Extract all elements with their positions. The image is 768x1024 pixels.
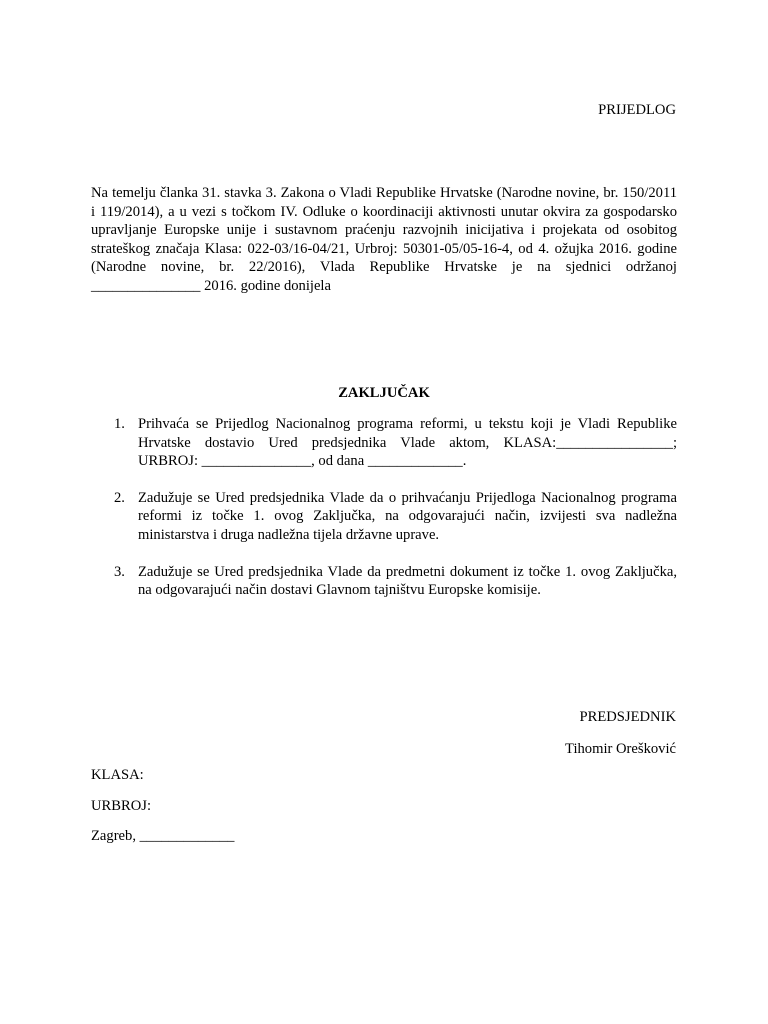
place-date-line: Zagreb, _____________ xyxy=(91,828,235,844)
list-item xyxy=(91,415,677,471)
list-item-number: 3. xyxy=(114,563,125,580)
list-item xyxy=(91,489,677,545)
signature-name: Tihomir Orešković xyxy=(565,741,676,757)
preamble-paragraph: Na temelju članka 31. stavka 3. Zakona o Vladi Republike Hrvatske (Narodne novine, br. 150/2011 i 119/2014), a u vezi s točkom IV. Odluke o koordinaciji aktivnosti unutar okvira za gospodarsko upravljanje Europske unije i sustavnom praćenju razvojnih inicijativa i projekata od osobitog strateškog značaja Klasa: 022-03/16-04/21, Urbroj: 50301-05/05-16-4, od 4. ožujka 2016. godine (Narodne novine, br. 22/2016), Vlada Republike Hrvatske je na sjednici održanoj _______________ 2016. godine donijela xyxy=(91,185,677,294)
list-item-text: Zadužuje se Ured predsjednika Vlade da predmetni dokument iz točke 1. ovog Zaključka, na odgovarajući način dostavi Glavnom tajništvu Europske komisije. xyxy=(138,563,677,599)
list-item-number: 1. xyxy=(114,416,125,432)
list-item xyxy=(91,563,677,600)
klasa-label: KLASA: xyxy=(91,767,144,783)
document-title: ZAKLJUČAK xyxy=(338,385,430,401)
list-item-text: Prihvaća se Prijedlog Nacionalnog programa reformi, u tekstu koji je Vladi Republike Hrvatske dostavio Ured predsjednika Vlade aktom, KLASA:________________; URBROJ: _______________, od dana _____________. xyxy=(138,416,677,470)
conclusion-list xyxy=(91,415,677,618)
proposal-label: PRIJEDLOG xyxy=(598,102,676,118)
list-item-number: 2. xyxy=(114,489,125,506)
list-item-text: Zadužuje se Ured predsjednika Vlade da o prihvaćanju Prijedloga Nacionalnog programa reformi iz točke 1. ovog Zaključka, na odgovarajući način, izvijesti sva nadležna ministarstva i druga nadležna tijela državne uprave. xyxy=(138,489,677,543)
urbroj-label: URBROJ: xyxy=(91,798,152,814)
signature-role: PREDSJEDNIK xyxy=(579,709,676,725)
